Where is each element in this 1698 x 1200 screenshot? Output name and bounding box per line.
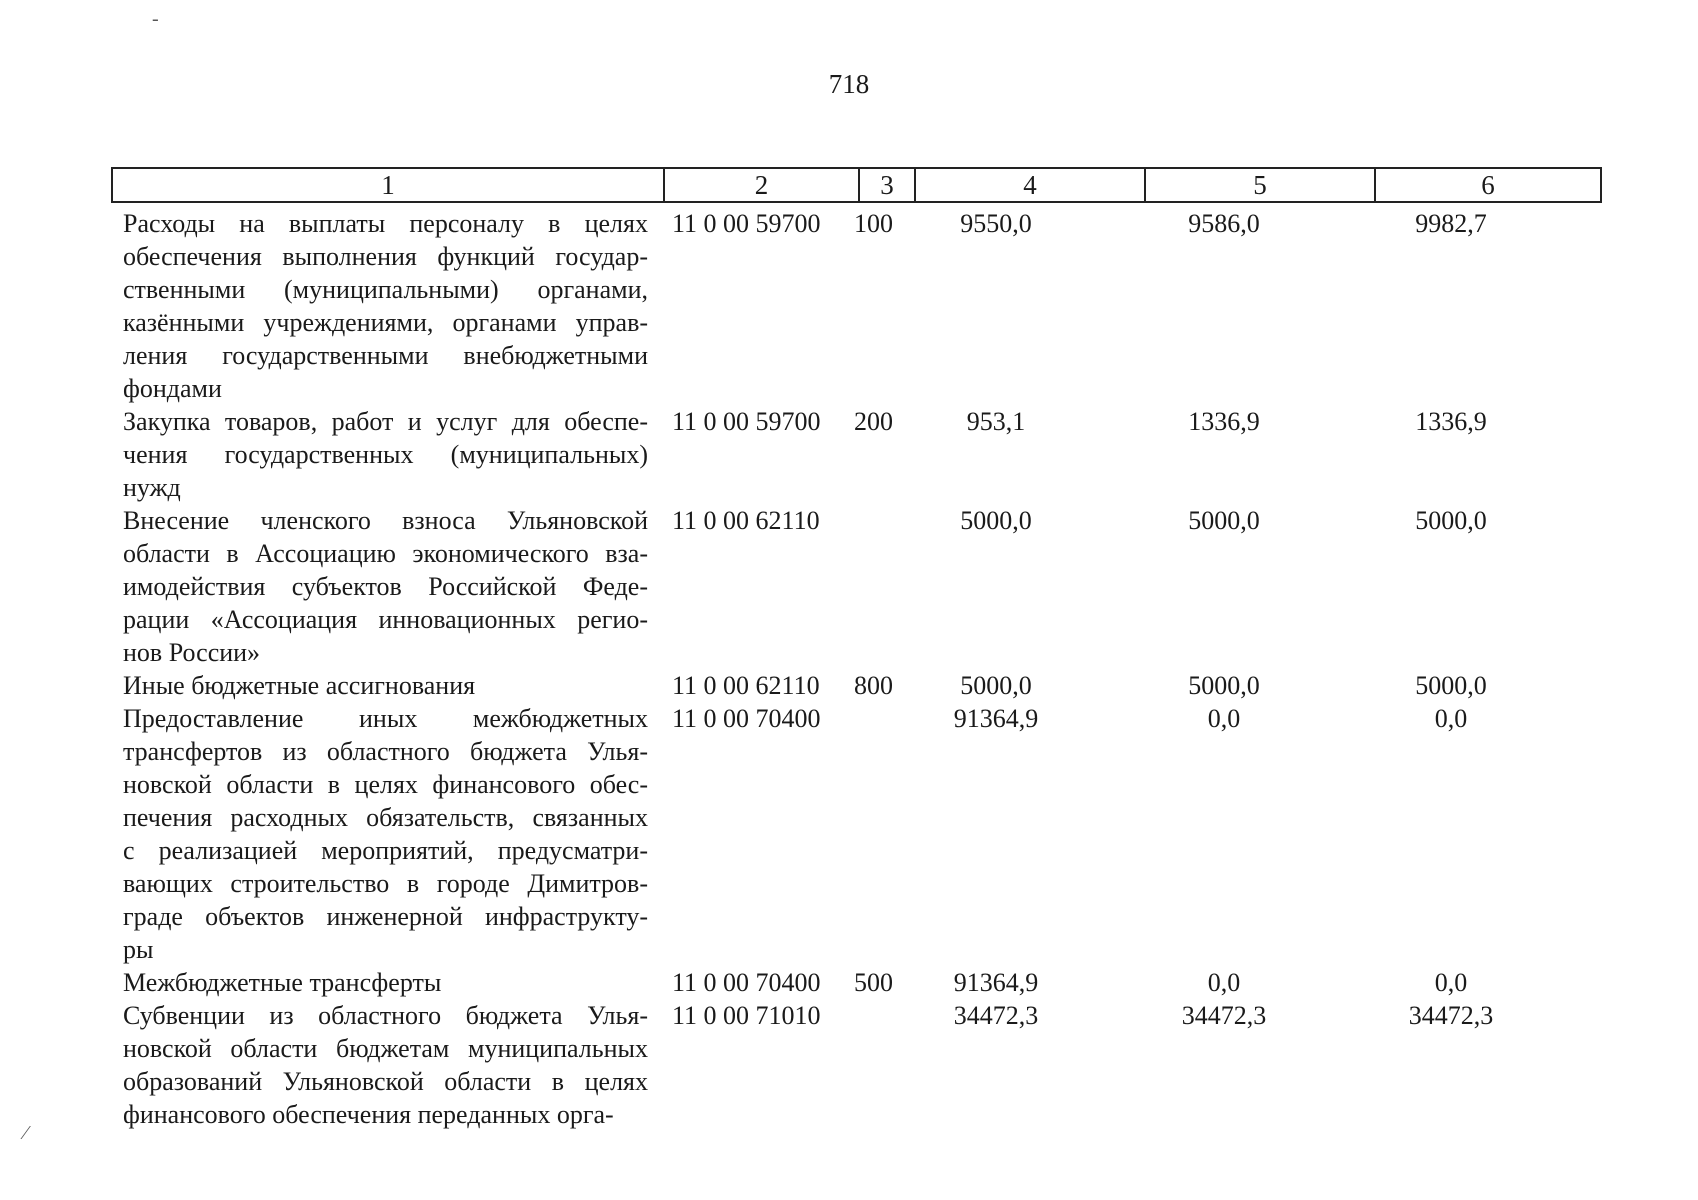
amount-column-6: 34472,3 [1408, 1001, 1494, 1030]
column-header-row [112, 168, 1601, 202]
description-line: новской области в целях финансового обес- [123, 770, 648, 799]
description-line: Межбюджетные трансферты [123, 968, 442, 997]
table-row [111, 504, 1591, 669]
amount-column-5: 1336,9 [1188, 407, 1260, 436]
budget-table-body [111, 207, 1591, 1131]
target-article-code: 11 0 00 71010 [672, 1001, 821, 1030]
amount-column-4: 91364,9 [953, 968, 1039, 997]
amount-column-5: 5000,0 [1188, 506, 1260, 535]
amount-column-6: 1336,9 [1415, 407, 1487, 436]
description-line: Расходы на выплаты персоналу в целях [123, 209, 648, 238]
description-line: ры [123, 935, 154, 964]
table-row [111, 966, 1591, 999]
description-line: трансфертов из областного бюджета Улья- [123, 737, 648, 766]
amount-column-5: 0,0 [1207, 704, 1241, 733]
amount-column-4: 5000,0 [960, 671, 1032, 700]
description-line: области в Ассоциацию экономического вза- [123, 539, 648, 568]
expense-type-code: 500 [854, 968, 893, 997]
description-line: с реализацией мероприятий, предусматри- [123, 836, 648, 865]
description-line: образований Ульяновской области в целях [123, 1067, 648, 1096]
column-header-3: 3 [859, 168, 915, 202]
target-article-code: 11 0 00 59700 [672, 209, 821, 238]
description-line: казёнными учреждениями, органами управ- [123, 308, 648, 337]
column-header-1: 1 [112, 168, 664, 202]
description-line: фондами [123, 374, 222, 403]
amount-column-5: 5000,0 [1188, 671, 1260, 700]
expense-description [111, 504, 656, 669]
description-line: чения государственных (муниципальных) [123, 440, 648, 469]
expense-description [111, 999, 656, 1131]
amount-column-6: 0,0 [1434, 704, 1468, 733]
page-number: 718 [828, 69, 870, 99]
column-header-5: 5 [1145, 168, 1375, 202]
column-header-4: 4 [915, 168, 1145, 202]
amount-column-6: 0,0 [1434, 968, 1468, 997]
column-header-2: 2 [664, 168, 859, 202]
description-line: печения расходных обязательств, связанных [123, 803, 648, 832]
description-line: Внесение членского взноса Ульяновской [123, 506, 648, 535]
description-line: обеспечения выполнения функций государ- [123, 242, 648, 271]
expense-type-code [846, 702, 902, 966]
column-header-table [111, 167, 1602, 203]
amount-column-4: 91364,9 [953, 704, 1039, 733]
target-article-code: 11 0 00 62110 [672, 671, 820, 700]
table-row [111, 702, 1591, 966]
description-line: граде объектов инженерной инфраструкту- [123, 902, 648, 931]
description-line: вающих строительство в городе Димитров- [123, 869, 648, 898]
description-line: рации «Ассоциация инновационных регио- [123, 605, 648, 634]
expense-type-code [846, 504, 902, 669]
amount-column-4: 5000,0 [960, 506, 1032, 535]
amount-column-4: 9550,0 [960, 209, 1032, 238]
amount-column-5: 9586,0 [1188, 209, 1260, 238]
expense-type-code: 100 [854, 209, 893, 238]
description-line: Предоставление иных межбюджетных [123, 704, 648, 733]
expense-description [111, 966, 656, 999]
table-row [111, 669, 1591, 702]
expense-description [111, 702, 656, 966]
description-line: ления государственными внебюджетными [123, 341, 648, 370]
table-row [111, 405, 1591, 504]
description-line: новской области бюджетам муниципальных [123, 1034, 648, 1063]
description-line: Закупка товаров, работ и услуг для обеспе- [123, 407, 648, 436]
table-row [111, 207, 1591, 405]
amount-column-4: 34472,3 [953, 1001, 1039, 1030]
amount-column-6: 5000,0 [1415, 506, 1487, 535]
description-line: нов России» [123, 638, 261, 667]
amount-column-4: 953,1 [966, 407, 1026, 436]
expense-type-code [846, 999, 902, 1131]
expense-description [111, 405, 656, 504]
amount-column-6: 9982,7 [1415, 209, 1487, 238]
expense-description [111, 207, 656, 405]
target-article-code: 11 0 00 70400 [672, 704, 821, 733]
description-line: Субвенции из областного бюджета Улья- [123, 1001, 648, 1030]
description-line: имодействия субъектов Российской Феде- [123, 572, 648, 601]
description-line: финансового обеспечения переданных орга- [123, 1100, 614, 1129]
target-article-code: 11 0 00 59700 [672, 407, 821, 436]
description-line: нужд [123, 473, 181, 502]
description-line: Иные бюджетные ассигнования [123, 671, 476, 700]
column-header-6: 6 [1375, 168, 1601, 202]
target-article-code: 11 0 00 70400 [672, 968, 821, 997]
description-line: ственными (муниципальными) органами, [123, 275, 648, 304]
target-article-code: 11 0 00 62110 [672, 506, 820, 535]
amount-column-6: 5000,0 [1415, 671, 1487, 700]
expense-type-code: 800 [854, 671, 893, 700]
table-row [111, 999, 1591, 1131]
amount-column-5: 0,0 [1207, 968, 1241, 997]
expense-type-code: 200 [854, 407, 893, 436]
expense-description [111, 669, 656, 702]
amount-column-5: 34472,3 [1181, 1001, 1267, 1030]
